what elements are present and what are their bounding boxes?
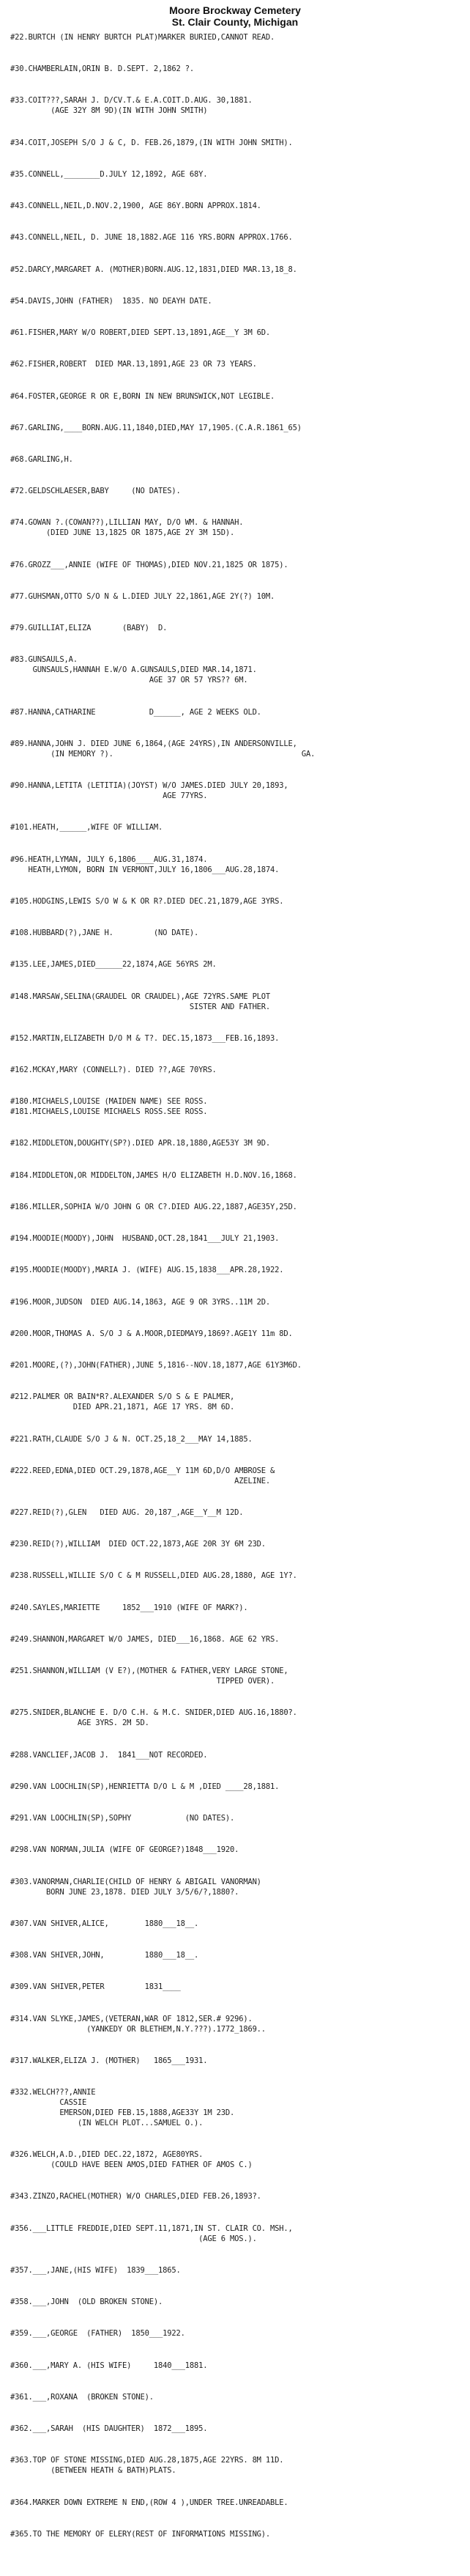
entry-line: (YANKEDY OR BLETHEM,N.Y.???).1772_1869.. — [10, 2024, 266, 2034]
burial-entry — [10, 2529, 463, 2539]
entry-line: #108.HUBBARD(?),JANE H. (NO DATE). — [10, 929, 199, 938]
entry-line: #275.SNIDER,BLANCHE E. D/O C.H. & M.C. SNIDER,DIED AUG.16,1880?. — [10, 1708, 297, 1718]
burial-entry — [10, 1950, 463, 1960]
burial-entry — [10, 591, 463, 602]
entry-line: #182.MIDDLETON,DOUGHTY(SP?).DIED APR.18,1880,AGE53Y 3M 9D. — [10, 1139, 271, 1148]
burial-entry — [10, 1845, 463, 1855]
entry-line: #251.SHANNON,WILLIAM (V E?),(MOTHER & FATHER,VERY LARGE STONE, — [10, 1667, 288, 1676]
entry-line: #249.SHANNON,MARGARET W/O JAMES, DIED___16,1868. AGE 62 YRS. — [10, 1634, 280, 1644]
entry-line: (AGE 6 MOS.). — [10, 2234, 257, 2243]
burial-entry — [10, 822, 463, 833]
entry-line: SISTER AND FATHER. — [10, 1002, 271, 1011]
burial-entry — [10, 1982, 463, 1992]
entry-line: #221.RATH,CLAUDE S/O J & N. OCT.25,18_2___MAY 14,1885. — [10, 1434, 253, 1444]
entry-line: #74.GOWAN ?.(COWAN??),LILLIAN MAY, D/O WM. & HANNAH. — [10, 518, 244, 528]
burial-entry — [10, 2498, 463, 2508]
entry-line: #332.WELCH???,ANNIE — [10, 2087, 96, 2097]
entry-line: #101.HEATH,______,WIFE OF WILLIAM. — [10, 823, 163, 833]
burial-entry — [10, 707, 463, 717]
burial-entry — [10, 32, 463, 43]
entry-line: #181.MICHAELS,LOUISE MICHAELS ROSS.SEE ROSS. — [10, 1107, 208, 1117]
burial-entry — [10, 1571, 463, 1581]
entry-line: #64.FOSTER,GEORGE R OR E,BORN IN NEW BRUNSWICK,NOT LEGIBLE. — [10, 391, 275, 401]
entry-line: #362.___,SARAH (HIS DAUGHTER) 1872___1895. — [10, 2424, 208, 2434]
entry-line: AZELINE. — [10, 1476, 271, 1486]
burial-entry — [10, 1138, 463, 1148]
entry-line: #105.HODGINS,LEWIS S/O W & K OR R?.DIED DEC.21,1879,AGE 3YRS. — [10, 896, 284, 906]
entry-line: AGE 37 OR 57 YRS?? 6M. — [10, 676, 248, 685]
burial-entry — [10, 1603, 463, 1613]
entry-line: #201.MOORE,(?),JOHN(FATHER),JUNE 5,1816--NOV.18,1877,AGE 61Y3M6D. — [10, 1361, 302, 1370]
burial-entry — [10, 1708, 463, 1728]
entry-line: #35.CONNELL,________D.JULY 12,1892, AGE 68Y. — [10, 169, 208, 179]
entry-line: #186.MILLER,SOPHIA W/O JOHN G OR C?.DIED AUG.22,1887,AGE35Y,25D. — [10, 1202, 297, 1211]
burial-entry — [10, 623, 463, 633]
entry-line: EMERSON,DIED FEB.15,1888,AGE33Y 1M 23D. — [10, 2108, 235, 2117]
burial-entry — [10, 1265, 463, 1275]
entry-line: #195.MOODIE(MOODY),MARIA J. (WIFE) AUG.15,1838___APR.28,1922. — [10, 1266, 284, 1275]
entry-line: #357.___,JANE,(HIS WIFE) 1839___1865. — [10, 2265, 181, 2275]
entry-line: #358.___,JOHN (OLD BROKEN STONE). — [10, 2298, 163, 2307]
burial-entry — [10, 992, 463, 1012]
cemetery-title: Moore Brockway Cemetery — [169, 4, 301, 16]
entry-line: DIED APR.21,1871, AGE 17 YRS. 8M 6D. — [10, 1403, 235, 1412]
entry-line: #87.HANNA,CATHARINE D______, AGE 2 WEEKS OLD. — [10, 707, 261, 717]
entry-line: #363.TOP OF STONE MISSING,DIED AUG.28,1875,AGE 22YRS. 8M 11D. — [10, 2456, 284, 2465]
entry-line: #238.RUSSELL,WILLIE S/O C & M RUSSELL,DIED AUG.28,1880, AGE 1Y?. — [10, 1571, 297, 1581]
entry-line: #76.GROZZ___,ANNIE (WIFE OF THOMAS),DIED NOV.21,1825 OR 1875). — [10, 560, 288, 569]
entry-line: #212.PALMER OR BAIN*R?.ALEXANDER S/O S & E PALMER, — [10, 1392, 235, 1402]
entry-line: (COULD HAVE BEEN AMOS,DIED FATHER OF AMOS C.) — [10, 2160, 253, 2170]
burial-entry — [10, 2328, 463, 2339]
burial-entry — [10, 2014, 463, 2034]
entry-line: #79.GUILLIAT,ELIZA (BABY) D. — [10, 624, 168, 633]
burial-entry — [10, 780, 463, 801]
entry-line: #222.REED,EDNA,DIED OCT.29,1878,AGE__Y 11M 6D,D/O AMBROSE & — [10, 1466, 275, 1475]
entry-line: (IN MEMORY ?). GA. — [10, 749, 316, 759]
entry-line: #184.MIDDLETON,OR MIDDELTON,JAMES H/O ELIZABETH H.D.NOV.16,1868. — [10, 1170, 297, 1180]
entry-line: #135.LEE,JAMES,DIED______22,1874,AGE 56YRS 2M. — [10, 960, 217, 970]
entry-line: GUNSAULS,HANNAH E.W/O A.GUNSAULS,DIED MAR.14,1871. — [10, 665, 257, 675]
entry-line: #364.MARKER DOWN EXTREME N END,(ROW 4 ),UNDER TREE.UNREADABLE. — [10, 2498, 288, 2507]
burial-entry — [10, 739, 463, 759]
burial-entry — [10, 928, 463, 938]
burial-entry — [10, 2265, 463, 2276]
entry-line: AGE 3YRS. 2M 5D. — [10, 1719, 149, 1728]
burial-entry — [10, 1170, 463, 1181]
burial-entry — [10, 654, 463, 685]
entry-line: #52.DARCY,MARGARET A. (MOTHER)BORN.AUG.12,1831,DIED MAR.13,18_8. — [10, 265, 297, 274]
burial-entry — [10, 1392, 463, 1412]
entry-line: #307.VAN SHIVER,ALICE, 1880___18__. — [10, 1919, 199, 1928]
entry-line: #343.ZINZO,RACHEL(MOTHER) W/O CHARLES,DIED FEB.26,1893?. — [10, 2192, 261, 2202]
entry-line: #61.FISHER,MARY W/O ROBERT,DIED SEPT.13,1891,AGE__Y 3M 6D. — [10, 328, 271, 338]
burial-entry — [10, 2149, 463, 2170]
entry-line: #194.MOODIE(MOODY),JOHN HUSBAND,OCT.28,1841___JULY 21,1903. — [10, 1234, 280, 1244]
entry-line: #33.COIT???,SARAH J. D/CV.T.& E.A.COIT.D.AUG. 30,1881. — [10, 96, 253, 106]
burial-entry — [10, 95, 463, 116]
entry-line: #288.VANCLIEF,JACOB J. 1841___NOT RECORDED. — [10, 1750, 208, 1760]
entry-line: HEATH,LYMON, BORN IN VERMONT,JULY 16,1806___AUG.28,1874. — [10, 865, 280, 874]
entry-line: #96.HEATH,LYMAN, JULY 6,1806____AUG.31,1874. — [10, 855, 208, 864]
burial-entry — [10, 1634, 463, 1645]
burial-entry — [10, 517, 463, 538]
entry-line: #30.CHAMBERLAIN,ORIN B. D.SEPT. 2,1862 ?. — [10, 64, 194, 74]
entry-line: AGE 77YRS. — [10, 791, 208, 801]
burial-entry — [10, 1233, 463, 1244]
burial-entry — [10, 1033, 463, 1044]
entry-line: #291.VAN LOOCHLIN(SP),SOPHY (NO DATES). — [10, 1814, 235, 1823]
entry-line: #227.REID(?),GLEN DIED AUG. 20,187_,AGE__Y__M 12D. — [10, 1508, 244, 1517]
entry-line: #77.GUHSMAN,OTTO S/O N & L.DIED JULY 22,1861,AGE 2Y(?) 10M. — [10, 591, 275, 601]
cemetery-location: St. Clair County, Michigan — [171, 16, 299, 28]
burial-entry — [10, 1434, 463, 1444]
entry-line: #196.MOOR,JUDSON DIED AUG.14,1863, AGE 9 OR 3YRS..11M 2D. — [10, 1297, 271, 1307]
entry-line: #308.VAN SHIVER,JOHN, 1880___18__. — [10, 1951, 199, 1960]
entry-line: (DIED JUNE 13,1825 OR 1875,AGE 2Y 3M 15D). — [10, 528, 235, 538]
burial-entry — [10, 486, 463, 496]
burial-entry — [10, 2361, 463, 2371]
burial-entry — [10, 2087, 463, 2128]
entry-line: #62.FISHER,ROBERT DIED MAR.13,1891,AGE 23 OR 73 YEARS. — [10, 360, 257, 369]
burial-entry — [10, 359, 463, 369]
burial-entry — [10, 1096, 463, 1117]
entry-line: #68.GARLING,H. — [10, 455, 73, 465]
burial-entry — [10, 296, 463, 306]
entry-line: #360.___,MARY A. (HIS WIFE) 1840___1881. — [10, 2361, 208, 2370]
entry-line: #200.MOOR,THOMAS A. S/O J & A.MOOR,DIEDMAY9,1869?.AGE1Y 11m 8D. — [10, 1329, 293, 1338]
burial-entry — [10, 1813, 463, 1823]
entry-line: #361.___,ROXANA (BROKEN STONE). — [10, 2392, 154, 2402]
burial-entry — [10, 169, 463, 180]
burial-entry — [10, 1750, 463, 1760]
burial-entry — [10, 265, 463, 275]
burial-entry — [10, 2392, 463, 2402]
entry-line: CASSIE — [10, 2097, 87, 2107]
entry-line: #317.WALKER,ELIZA J. (MOTHER) 1865___1931. — [10, 2056, 208, 2065]
burial-entry — [10, 1919, 463, 1929]
burial-entry — [10, 2056, 463, 2066]
entry-line: #303.VANORMAN,CHARLIE(CHILD OF HENRY & ABIGAIL VANORMAN) — [10, 1877, 261, 1886]
burial-entry — [10, 1466, 463, 1486]
burial-entry — [10, 138, 463, 148]
burial-entry — [10, 1065, 463, 1075]
burial-entry — [10, 1297, 463, 1307]
entry-line: #89.HANNA,JOHN J. DIED JUNE 6,1864,(AGE 24YRS),IN ANDERSONVILLE, — [10, 739, 297, 748]
entry-line: (AGE 32Y 8M 9D)(IN WITH JOHN SMITH) — [10, 106, 208, 116]
entry-line: #162.MCKAY,MARY (CONNELL?). DIED ??,AGE 70YRS. — [10, 1065, 217, 1074]
burial-entry — [10, 959, 463, 970]
entry-line: #72.GELDSCHLAESER,BABY (NO DATES). — [10, 487, 181, 496]
entry-line: #43.CONNELL,NEIL,D.NOV.2,1900, AGE 86Y.BORN APPROX.1814. — [10, 202, 261, 211]
burial-entry — [10, 560, 463, 570]
entry-line: #365.TO THE MEMORY OF ELERY(REST OF INFORMATIONS MISSING). — [10, 2529, 271, 2539]
burial-entry — [10, 328, 463, 338]
burial-entry — [10, 1666, 463, 1686]
entry-line: #359.___,GEORGE (FATHER) 1850___1922. — [10, 2329, 185, 2339]
burial-entry — [10, 454, 463, 465]
entry-line: #180.MICHAELS,LOUISE (MAIDEN NAME) SEE ROSS. — [10, 1097, 208, 1107]
burial-entry — [10, 1360, 463, 1370]
entry-line: #54.DAVIS,JOHN (FATHER) 1835. NO DEAYH DATE. — [10, 296, 212, 306]
burial-entry — [10, 1539, 463, 1549]
burial-entry — [10, 391, 463, 402]
burial-entry — [10, 1782, 463, 1792]
entry-line: #240.SAYLES,MARIETTE 1852___1910 (WIFE OF MARK?). — [10, 1603, 248, 1612]
entry-line: #298.VAN NORMAN,JULIA (WIFE OF GEORGE?)1848___1920. — [10, 1845, 239, 1855]
entry-line: #34.COIT,JOSEPH S/O J & C, D. FEB.26,1879,(IN WITH JOHN SMITH). — [10, 138, 293, 147]
entry-line: BORN JUNE 23,1878. DIED JULY 3/5/6/?,1880?. — [10, 1887, 239, 1897]
entry-line: #152.MARTIN,ELIZABETH D/O M & T?. DEC.15,1873___FEB.16,1893. — [10, 1033, 280, 1043]
entry-line: #309.VAN SHIVER,PETER 1831____ — [10, 1982, 181, 1992]
entry-line: #43.CONNELL,NEIL, D. JUNE 18,1882.AGE 116 YRS.BORN APPROX.1766. — [10, 233, 293, 243]
entry-line: #90.HANNA,LETITA (LETITIA)(JOYST) W/O JAMES.DIED JULY 20,1893, — [10, 781, 288, 791]
page-header — [0, 4, 470, 28]
burial-entry — [10, 1202, 463, 1212]
entry-line: #67.GARLING,____BORN.AUG.11,1840,DIED,MAY 17,1905.(C.A.R.1861_65) — [10, 423, 302, 432]
burial-entry — [10, 201, 463, 211]
burial-entry — [10, 232, 463, 243]
entry-line: (BETWEEN HEATH & BATH)PLATS. — [10, 2466, 176, 2476]
entry-line: #230.REID(?),WILLIAM DIED OCT.22,1873,AGE 20R 3Y 6M 23D. — [10, 1540, 266, 1549]
entry-line: #356.___LITTLE FREDDIE,DIED SEPT.11,1871,IN ST. CLAIR CO. MSH., — [10, 2223, 293, 2233]
burial-entry — [10, 64, 463, 74]
burial-entry — [10, 1507, 463, 1518]
burial-entry — [10, 423, 463, 433]
burial-entry — [10, 1877, 463, 1897]
entry-line: #326.WELCH,A.D.,DIED DEC.22,1872, AGE80YRS. — [10, 2150, 204, 2160]
burial-entry — [10, 2455, 463, 2476]
entry-line: #83.GUNSAULS,A. — [10, 655, 78, 665]
burial-entry — [10, 2191, 463, 2202]
burial-entry — [10, 2223, 463, 2244]
entry-line: TIPPED OVER). — [10, 1677, 275, 1686]
burial-entry — [10, 2424, 463, 2434]
entry-line: #290.VAN LOOCHLIN(SP),HENRIETTA D/O L & M ,DIED ____28,1881. — [10, 1782, 280, 1791]
burial-entry — [10, 1329, 463, 1339]
entry-line: #22.BURTCH (IN HENRY BURTCH PLAT)MARKER BURIED,CANNOT READ. — [10, 33, 275, 42]
entry-line: #314.VAN SLYKE,JAMES,(VETERAN,WAR OF 1812,SER.# 9296). — [10, 2014, 253, 2023]
burial-entry — [10, 896, 463, 907]
entry-line: #148.MARSAW,SELINA(GRAUDEL OR CRAUDEL),AGE 72YRS.SAME PLOT — [10, 992, 271, 1001]
burial-entry — [10, 855, 463, 875]
entry-line: (IN WELCH PLOT...SAMUEL O.). — [10, 2118, 204, 2127]
burial-entry — [10, 2297, 463, 2307]
entry-list — [0, 32, 470, 2568]
